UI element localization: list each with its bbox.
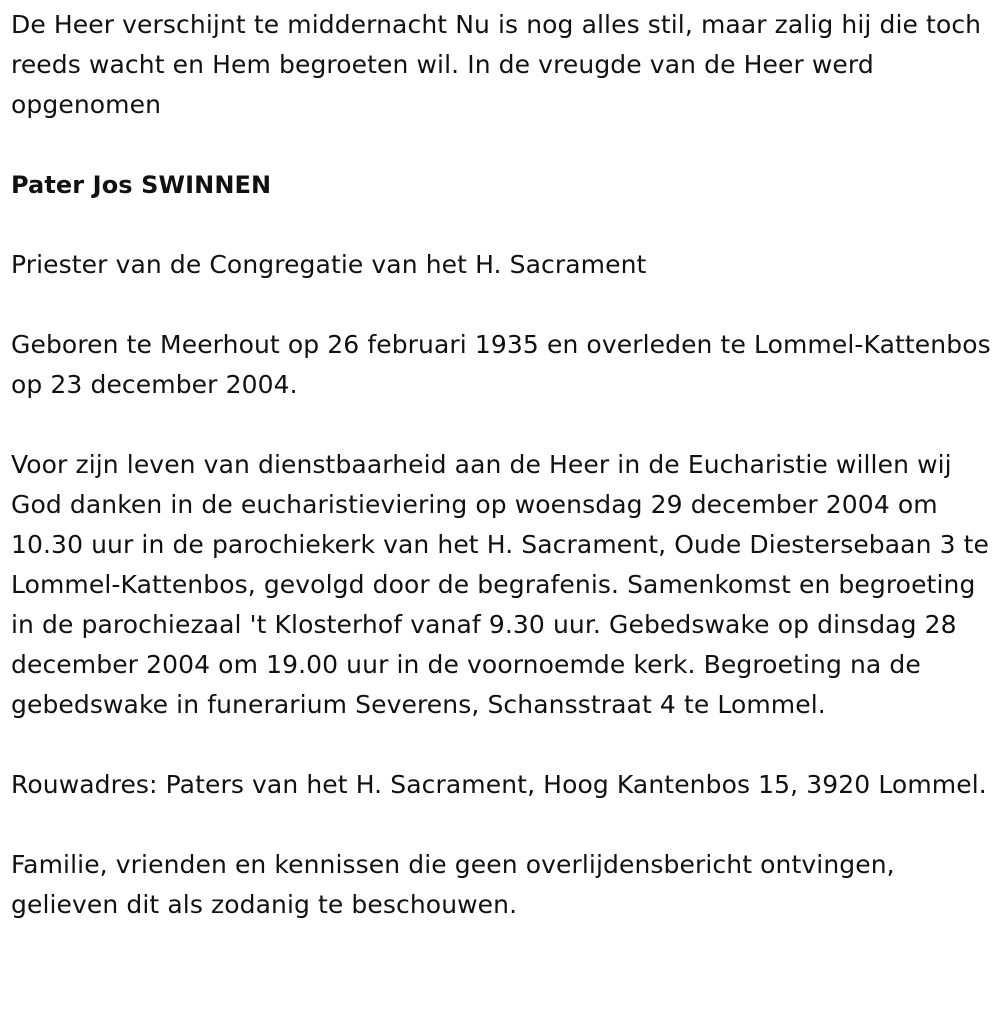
birth-death-info: Geboren te Meerhout op 26 februari 1935 en overleden te Lommel-Kattenbos op 23 december 2004. [11, 330, 991, 399]
deceased-title: Priester van de Congregatie van het H. Sacrament [11, 250, 647, 279]
closing-note: Familie, vrienden en kennissen die geen overlijdensbericht ontvingen, gelieven dit als zodanig te beschouwen. [11, 850, 895, 919]
deceased-name: Pater Jos SWINNEN [11, 171, 272, 199]
intro-verse: De Heer verschijnt te middernacht Nu is nog alles stil, maar zalig hij die toch reeds wacht en Hem begroeten wil. In de vreugde van de Heer werd opgenomen [11, 10, 982, 119]
service-details: Voor zijn leven van dienstbaarheid aan de Heer in de Eucharistie willen wij God danken in de eucharistieviering op woensdag 29 december 2004 om 10.30 uur in de parochiekerk van het H. Sacrament, Oude Diestersebaan 3 te Lommel-Kattenbos, gevolgd door de begrafenis. Samenkomst en begroeting in de parochiezaal 't Klosterhof vanaf 9.30 uur. Gebedswake op dinsdag 28 december 2004 om 19.00 uur in de voornoemde kerk. Begroeting na de gebedswake in funerarium Severens, Schansstraat 4 te Lommel. [11, 450, 990, 719]
mourning-address: Rouwadres: Paters van het H. Sacrament, Hoog Kantenbos 15, 3920 Lommel. [11, 770, 987, 799]
death-notice [11, 5, 993, 965]
